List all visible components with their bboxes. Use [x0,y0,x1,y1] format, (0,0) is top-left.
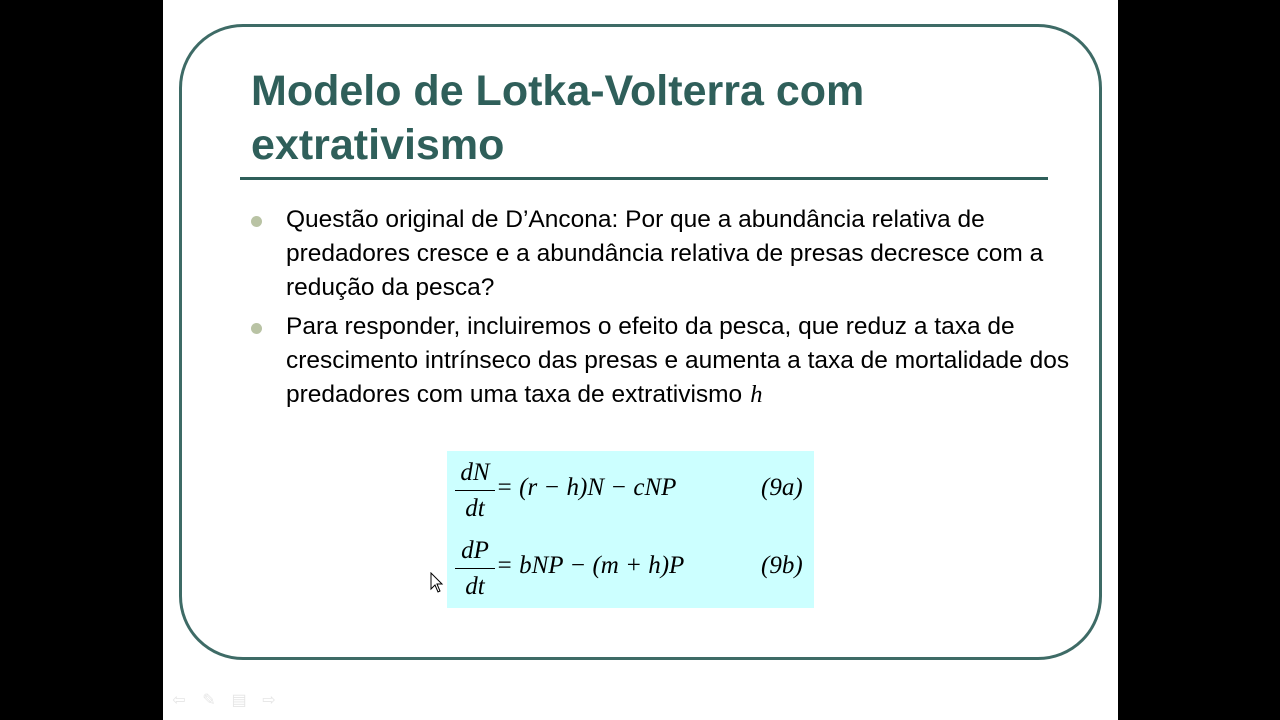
fraction-numerator: dP [455,535,495,569]
bullet-item [249,310,1089,412]
bullet-item [249,203,1089,305]
pen-icon[interactable]: ✎ [202,692,216,709]
bullet-dot-icon [251,323,262,334]
slideshow-nav [170,692,290,712]
bullet-list [249,203,1089,417]
bullet-dot-icon [251,216,262,227]
mouse-cursor-icon [430,572,444,594]
equation-label: (9b) [761,552,803,579]
slide [163,0,1118,720]
bullet-variable: h [750,381,763,408]
slide-title [251,64,1071,172]
equation-9a [452,457,812,527]
equation-fraction [455,535,495,603]
equation-9b [452,535,812,605]
menu-icon[interactable]: ▤ [231,692,247,709]
arrow-right-icon[interactable]: ⇨ [262,692,276,709]
equation-fraction [455,457,495,525]
equation-box [447,451,814,608]
fraction-denominator: dt [465,573,485,600]
arrow-left-icon[interactable]: ⇦ [172,692,186,709]
equation-label: (9a) [761,474,803,501]
equation-rhs: = (r − h)N − cNP [496,474,677,501]
fraction-denominator: dt [465,495,485,522]
slide-title-line-2: extrativismo [251,121,505,169]
bullet-text: Para responder, incluiremos o efeito da pesca, que reduz a taxa de crescimento intrínseco das presas e aumenta a taxa de mortalidade dos predadores com uma taxa de extrativismo [286,313,1070,408]
fraction-numerator: dN [455,457,495,491]
bullet-text: Questão original de D’Ancona: Por que a abundância relativa de predadores cresce e a abundância relativa de presas decresce com a redução da pesca? [286,206,1044,301]
equation-rhs: = bNP − (m + h)P [496,552,685,579]
slide-title-line-1: Modelo de Lotka-Volterra com [251,67,865,115]
title-divider [240,177,1048,180]
